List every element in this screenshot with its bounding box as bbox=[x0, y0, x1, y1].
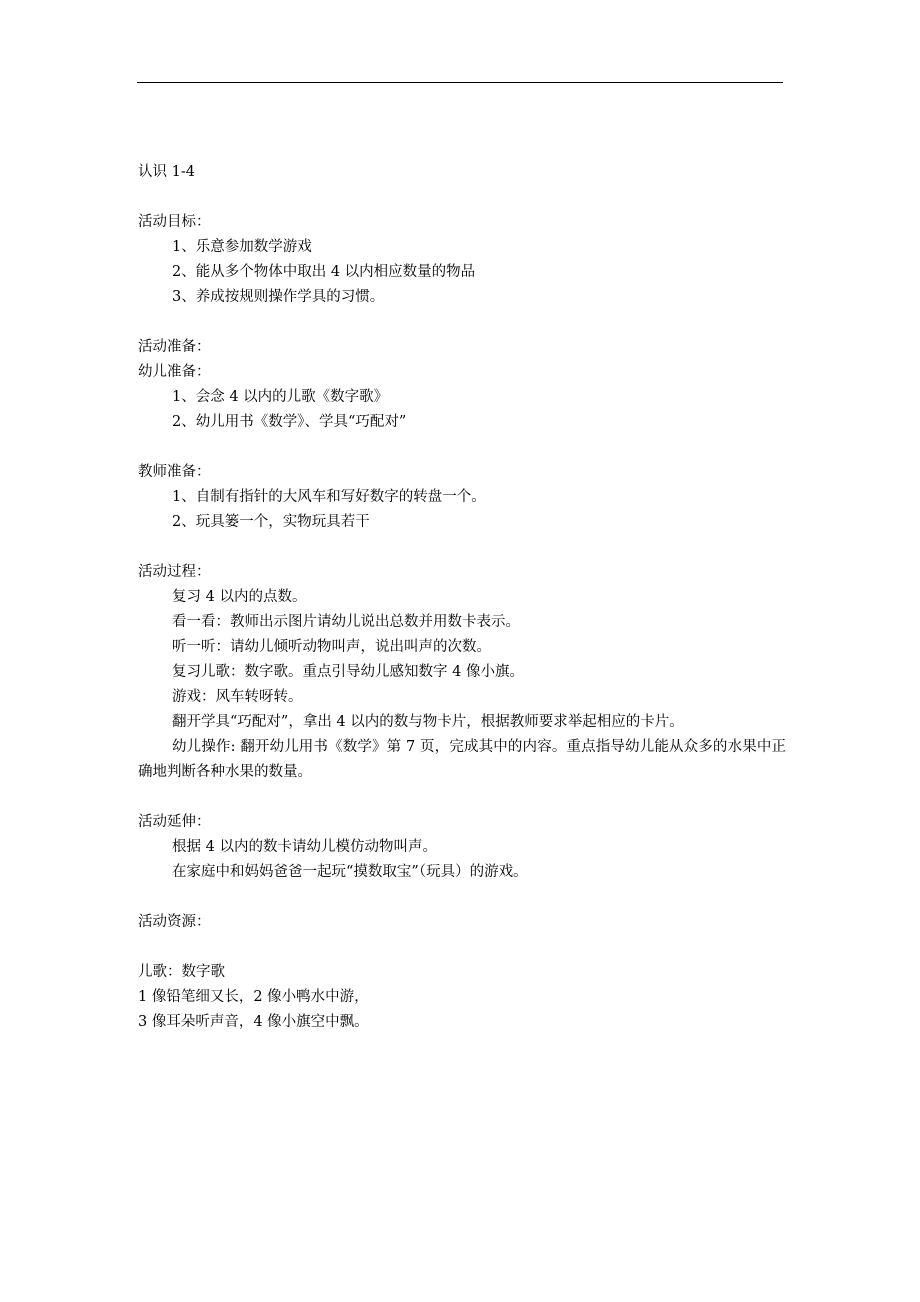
teacher-prep-item: 1、自制有指针的大风车和写好数字的转盘一个。 bbox=[172, 489, 486, 505]
prep-heading: 活动准备： bbox=[138, 339, 211, 355]
spacer bbox=[138, 935, 786, 960]
extension-item: 根据 4 以内的数卡请幼儿模仿动物叫声。 bbox=[172, 839, 437, 855]
child-prep-item: 2、幼儿用书《数学》、学具“巧配对” bbox=[172, 414, 407, 430]
process-heading: 活动过程： bbox=[138, 564, 211, 580]
spacer bbox=[138, 310, 786, 335]
header-rule bbox=[137, 82, 783, 83]
spacer bbox=[138, 885, 786, 910]
goal-item: 3、养成按规则操作学具的习惯。 bbox=[172, 289, 385, 305]
process-item: 游戏：风车转呀转。 bbox=[172, 689, 303, 705]
teacher-prep-item: 2、玩具篓一个，实物玩具若干 bbox=[172, 514, 370, 530]
spacer bbox=[138, 185, 786, 210]
process-item: 复习儿歌：数字歌。重点引导幼儿感知数字 4 像小旗。 bbox=[172, 664, 524, 680]
child-prep-item: 1、会念 4 以内的儿歌《数字歌》 bbox=[172, 389, 389, 405]
goal-item: 2、能从多个物体中取出 4 以内相应数量的物品 bbox=[172, 264, 476, 280]
process-item: 听一听：请幼儿倾听动物叫声，说出叫声的次数。 bbox=[172, 639, 491, 655]
resources-heading: 活动资源： bbox=[138, 914, 211, 930]
song-title: 儿歌：数字歌 bbox=[138, 964, 225, 980]
process-item: 复习 4 以内的点数。 bbox=[172, 589, 307, 605]
goals-heading: 活动目标： bbox=[138, 214, 211, 230]
process-item: 幼儿操作: 翻开幼儿用书《数学》第 7 页，完成其中的内容。重点指导幼儿能从众多的水果中正确地判断各种水果的数量。 bbox=[138, 739, 786, 780]
spacer bbox=[138, 535, 786, 560]
song-line: 1 像铅笔细又长，2 像小鸭水中游， bbox=[138, 989, 369, 1005]
spacer bbox=[138, 435, 786, 460]
teacher-prep-heading: 教师准备： bbox=[138, 464, 211, 480]
document-body bbox=[138, 160, 786, 1035]
song-line: 3 像耳朵听声音，4 像小旗空中飘。 bbox=[138, 1014, 369, 1030]
goal-item: 1、乐意参加数学游戏 bbox=[172, 239, 312, 255]
process-item: 看一看：教师出示图片请幼儿说出总数并用数卡表示。 bbox=[172, 614, 520, 630]
document-title: 认识 1-4 bbox=[138, 164, 195, 180]
child-prep-heading: 幼儿准备： bbox=[138, 364, 211, 380]
process-item: 翻开学具“巧配对”，拿出 4 以内的数与物卡片，根据教师要求举起相应的卡片。 bbox=[172, 714, 684, 730]
extension-item: 在家庭中和妈妈爸爸一起玩“摸数取宝”（玩具）的游戏。 bbox=[172, 864, 528, 880]
extension-heading: 活动延伸： bbox=[138, 814, 211, 830]
spacer bbox=[138, 785, 786, 810]
